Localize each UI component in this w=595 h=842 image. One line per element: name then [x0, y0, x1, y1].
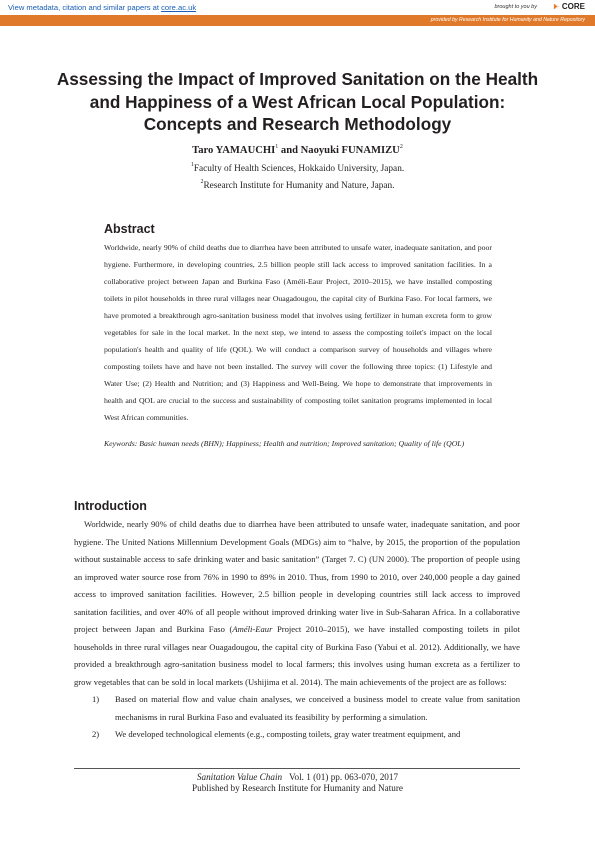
- intro-para-1-rest: Project 2010–2015), we have installed composting toilets in pilot households in three rural villages near Ouagadougou, the capital city of Burkina Faso (Yabui et al. 2012). Additionally, we have provided a breakthrough agro-sanitation business model to local farmers; this involves using human excreta as a fertilizer to grow vegetables that can be sold in local markets (Ushijima et al. 2014). The main achievements of the project are as follows:: [74, 624, 520, 687]
- footer-journal: Sanitation Value Chain: [196, 772, 283, 782]
- author-1-sup: 1: [275, 144, 279, 150]
- core-link-site[interactable]: core.ac.uk: [161, 3, 197, 12]
- core-metadata-link[interactable]: [8, 3, 196, 12]
- provided-by-text[interactable]: provided by Research Institute for Humanity and Nature Repository: [430, 17, 585, 23]
- list-item-text: Based on material flow and value chain analyses, we conceived a business model to create value from sanitation mechanisms in rural Burkina Faso and evaluated its feasibility by performing a simulation.: [115, 694, 520, 722]
- paper-title: Assessing the Impact of Improved Sanitation on the Health and Happiness of a West African Local Population: Concepts and Research Methodology: [56, 69, 539, 134]
- list-item-text: We developed technological elements (e.g., composting toilets, gray water treatment equipment, and: [115, 729, 461, 739]
- footer-publisher: Published by Research Institute for Humanity and Nature: [191, 783, 403, 793]
- footer-volume: Vol. 1 (01) pp. 063-070, 2017: [289, 772, 399, 782]
- abstract-text: Worldwide, nearly 90% of child deaths due to diarrhea have been attributed to unsafe water, inadequate sanitation, and poor hygiene. Furthermore, in developing countries, 2.5 billion people still lack access to improved sanitation facilities. In a collaborative project between Japan and Burkina Faso (Améli-Eaur Project, 2010–2015), we have installed composting toilets in pilot households in three rural villages near Ouagadougou, the capital city of Burkina Faso. For local farmers, we have promoted a breakthrough agro-sanitation business model that involves using fertilizer in human excreta form to grow vegetables for sale in the local market. In the next step, we intend to assess the composting toilet's impact on the local population's health and quality of life (QOL). We will conduct a comparison survey of households and villages where composting toilets have and have not been installed. The survey will cover the following three topics: (1) Lifestyle and Water Use; (2) Health and Nutrition; and (3) Happiness and Well-Being. We hope to demonstrate that improvements in health and QOL are crucial to the success and sustainability of composting toilet sanitation programs implemented in local West African communities.: [104, 243, 492, 422]
- intro-project-name: Améli-Eaur: [232, 624, 273, 634]
- footer-divider: [74, 768, 520, 769]
- core-link-prefix: View metadata, citation and similar papers at: [8, 3, 162, 12]
- affiliation-2-sup: 2: [200, 179, 204, 185]
- introduction-paragraph: [74, 516, 520, 691]
- author-1: Taro YAMAUCHI: [192, 145, 276, 156]
- list-item-number: 1): [92, 694, 100, 704]
- affiliation-2: [0, 179, 595, 191]
- author-and: and: [278, 145, 301, 156]
- list-item: [74, 726, 520, 744]
- affiliation-1-text: Faculty of Health Sciences, Hokkaido University, Japan.: [193, 164, 405, 174]
- list-item: [74, 691, 520, 726]
- core-logo[interactable]: [553, 2, 585, 11]
- achievements-list: [74, 691, 520, 744]
- core-logo-icon: [553, 3, 560, 10]
- author-line: [0, 144, 595, 156]
- brought-by-text: brought to you by: [494, 4, 537, 10]
- core-logo-text: CORE: [561, 2, 585, 11]
- author-2-sup: 2: [399, 144, 403, 150]
- abstract-heading: Abstract: [104, 222, 155, 236]
- footer-citation: [0, 772, 595, 782]
- author-2: Naoyuki FUNAMIZU: [300, 145, 400, 156]
- affiliation-2-text: Research Institute for Humanity and Nature, Japan.: [203, 181, 395, 191]
- affiliation-1-sup: 1: [190, 162, 194, 168]
- introduction-body: [74, 516, 520, 744]
- affiliation-1: [0, 162, 595, 174]
- list-item-number: 2): [92, 729, 100, 739]
- abstract-keywords: Keywords: Basic human needs (BHN); Happiness; Health and nutrition; Improved sanitation; Quality of life (QOL): [104, 439, 465, 448]
- abstract-body: [104, 239, 492, 426]
- intro-para-1: Worldwide, nearly 90% of child deaths due to diarrhea have been attributed to unsafe water, inadequate sanitation, and poor hygiene. The United Nations Millennium Development Goals (MDGs) aim to “halve, by 2015, the proportion of the population without sustainable access to safe drinking water and basic sanitation” (Target 7. C) (UN 2000). The proportion of people using an improved water source rose from 76% in 1990 to 89% in 2010. Thus, from 1990 to 2010, over 240,000 people a day gained access to improved sanitation facilities. However, 2.5 billion people in developing countries still lack access to improved sanitation facilities, and over 40% of all people without improved drinking water live in Sub-Saharan Africa. In a collaborative project between Japan and Burkina Faso (: [74, 519, 520, 634]
- introduction-heading: Introduction: [74, 499, 147, 513]
